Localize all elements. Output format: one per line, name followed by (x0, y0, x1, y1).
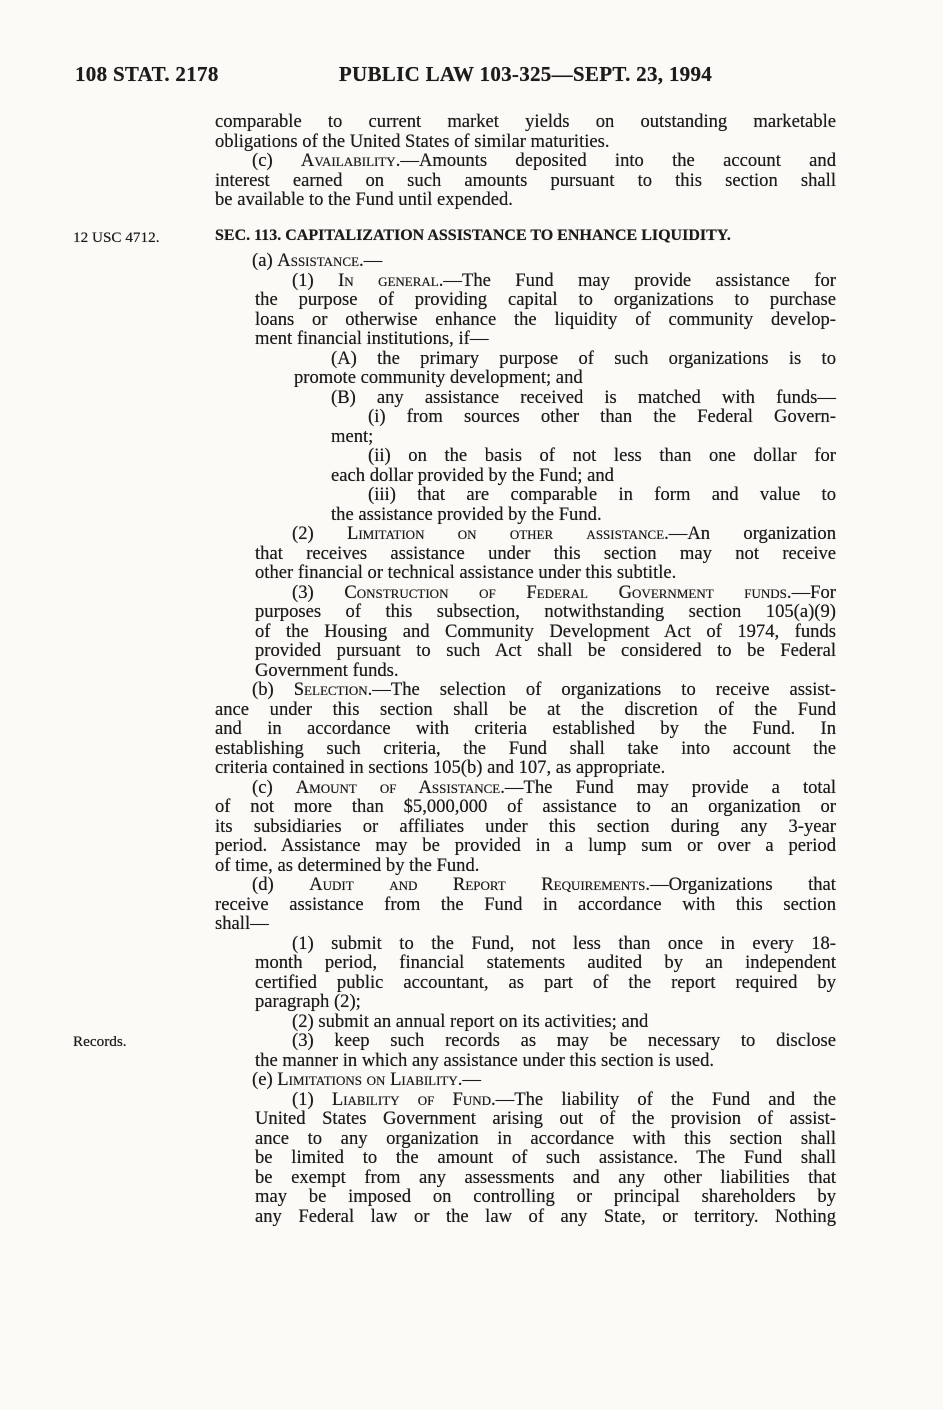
text-line (255, 661, 836, 681)
text-run: comparable to current market yields on outstanding marketable (215, 111, 836, 132)
small-caps-run: Availability (300, 150, 396, 171)
text-line (255, 1148, 836, 1168)
small-caps-run: Limitations on Liability (277, 1069, 458, 1090)
text-line (215, 226, 836, 246)
text-line (255, 310, 836, 330)
text-run: ment financial institutions, if— (255, 328, 489, 349)
subsection-c-availability (215, 151, 836, 210)
paragraph-a1-in-general (215, 271, 836, 349)
clause-iii (215, 485, 836, 524)
text-run: .—Organizations that (645, 874, 836, 895)
text-run: period. Assistance may be provided in a lump sum or over a period (215, 835, 836, 856)
text-run: (i) from sources other than the Federal Govern- (368, 406, 836, 427)
text-run: the purpose of providing capital to organizations to purchase (255, 289, 836, 310)
text-run: the assistance provided by the Fund. (331, 503, 602, 525)
text-line (215, 700, 836, 720)
paragraph-e1-liability (215, 1090, 836, 1227)
text-run: (ii) on the basis of not less than one dollar for (368, 445, 836, 466)
text-line (255, 1090, 836, 1110)
text-run: be exempt from any assessments and any other liabilities that (255, 1166, 836, 1188)
text-line (331, 446, 836, 466)
text-run: obligations of the United States of similar maturities. (215, 130, 610, 152)
text-line (215, 778, 836, 798)
text-line (294, 368, 836, 388)
paragraph-a3-construction (215, 583, 836, 681)
text-line (255, 1207, 836, 1227)
text-line (215, 171, 836, 191)
text-line (215, 797, 836, 817)
text-run: that receives assistance under this section may not receive (255, 542, 836, 564)
text-run: (a) (252, 250, 278, 271)
text-line (215, 895, 836, 915)
text-line (215, 132, 836, 152)
text-run: (1) (292, 269, 339, 291)
clause-ii (215, 446, 836, 485)
small-caps-run: Liability of Fund (331, 1088, 491, 1110)
text-run: .—The selection of organizations to receive assist- (367, 679, 836, 700)
text-run: (1) (292, 1088, 332, 1110)
running-head (215, 62, 836, 87)
text-line (215, 719, 836, 739)
text-run: (B) any assistance received is matched with funds— (331, 386, 836, 408)
text-run: be limited to the amount of such assistance. The Fund shall (255, 1147, 836, 1168)
text-line (331, 427, 836, 447)
text-line (215, 856, 836, 876)
text-run: criteria contained in sections 105(b) and 107, as appropriate. (215, 757, 666, 778)
paragraph-d3-records (215, 1031, 836, 1070)
margin-note: 12 USC 4712. (73, 229, 160, 246)
text-run: interest earned on such amounts pursuant to this section shall (215, 169, 836, 191)
text-line (215, 836, 836, 856)
continuation-paragraph (215, 112, 836, 151)
text-run: receive assistance from the Fund in accordance with this section (215, 893, 836, 915)
subsection-c-amount (215, 778, 836, 876)
text-line (331, 485, 836, 505)
subparagraph-A (215, 349, 836, 388)
small-caps-run: Selection (293, 679, 368, 700)
text-run: month period, financial statements audited by an independent (255, 952, 836, 973)
text-run: provided pursuant to such Act shall be considered to be Federal (255, 640, 836, 661)
text-run: loans or otherwise enhance the liquidity of community develop- (255, 308, 836, 330)
text-line (215, 112, 836, 132)
text-line (215, 875, 836, 895)
text-line (255, 1168, 836, 1188)
text-line (215, 190, 836, 210)
text-run: (1) submit to the Fund, not less than once in every 18- (292, 932, 836, 954)
text-run: (c) (252, 776, 296, 798)
text-line (255, 1031, 836, 1051)
text-line (215, 1070, 836, 1090)
subsection-a-assistance (215, 251, 836, 271)
text-run: each dollar provided by the Fund; and (331, 464, 614, 486)
text-line (255, 329, 836, 349)
margin-note: Records. (73, 1033, 127, 1050)
text-run: be available to the Fund until expended. (215, 189, 513, 210)
text-line (255, 1012, 836, 1032)
text-run: of the Housing and Community Development Act of 1974, funds (255, 620, 836, 642)
text-run: ance under this section shall be at the discretion of the Fund (215, 698, 836, 720)
text-run: may be imposed on controlling or principal shareholders by (255, 1186, 836, 1207)
body-column (215, 112, 836, 1226)
text-line (331, 505, 836, 525)
paragraph-d1-submit (215, 934, 836, 1012)
text-run: paragraph (2); (255, 991, 361, 1012)
text-line (215, 251, 836, 271)
text-line (255, 973, 836, 993)
text-run: Government funds. (255, 659, 399, 681)
text-run: certified public accountant, as part of the report required by (255, 971, 836, 993)
text-line (215, 680, 836, 700)
text-line (255, 1129, 836, 1149)
text-line (255, 544, 836, 564)
text-run: of not more than $5,000,000 of assistance to an organization or (215, 796, 836, 817)
text-run: (iii) that are comparable in form and value to (368, 484, 836, 505)
text-line (215, 817, 836, 837)
text-run: (e) (252, 1069, 278, 1090)
subsection-e-limitations (215, 1070, 836, 1090)
small-caps-run: Construction of Federal Government funds (344, 581, 787, 603)
small-caps-run: Limitation on other assistance (346, 523, 665, 544)
stat-page-number: 108 STAT. 2178 (75, 62, 219, 86)
text-run: its subsidiaries or affiliates under this section during any 3-year (215, 815, 836, 837)
paragraph-a2-limitation (215, 524, 836, 583)
text-line (255, 992, 836, 1012)
text-line (255, 1051, 836, 1071)
text-line (294, 388, 836, 408)
text-run: .— (457, 1069, 481, 1090)
text-line (255, 1109, 836, 1129)
text-line (255, 1187, 836, 1207)
text-run: .—An organization (664, 523, 836, 544)
text-run: ance to any organization in accordance with this section shall (255, 1127, 836, 1149)
text-run: and in accordance with criteria established by the Fund. In (215, 718, 836, 739)
text-run: the manner in which any assistance under this section is used. (255, 1049, 715, 1071)
text-run: .— (359, 250, 383, 271)
text-run: (2) (292, 523, 347, 544)
text-line (255, 953, 836, 973)
text-run: .—Amounts deposited into the account and (395, 150, 836, 171)
text-line (215, 758, 836, 778)
text-run: .—The liability of the Fund and the (491, 1088, 836, 1110)
text-run: (A) the primary purpose of such organizations is to (331, 347, 836, 369)
text-run: establishing such criteria, the Fund shall take into account the (215, 737, 836, 759)
text-line (255, 563, 836, 583)
small-caps-run: Audit and Report Requirements (309, 874, 646, 895)
clause-i (215, 407, 836, 446)
text-line (255, 583, 836, 603)
text-line (294, 349, 836, 369)
text-run: of time, as determined by the Fund. (215, 854, 480, 876)
section-113-heading (215, 226, 836, 246)
small-caps-run: Amount of Assistance (295, 776, 501, 798)
text-run: shall— (215, 913, 269, 934)
text-line (215, 739, 836, 759)
text-run: (c) (252, 150, 301, 171)
text-line (331, 466, 836, 486)
text-line (255, 524, 836, 544)
text-run: .—The Fund may provide a total (500, 776, 836, 798)
small-caps-run: In general (338, 269, 439, 291)
text-line (255, 271, 836, 291)
text-run: .—The Fund may provide assistance for (438, 269, 836, 291)
text-line (331, 407, 836, 427)
text-line (255, 641, 836, 661)
text-run: (2) submit an annual report on its activities; and (292, 1010, 649, 1032)
text-line (215, 914, 836, 934)
text-line (215, 151, 836, 171)
text-run: (3) (292, 581, 345, 603)
text-run: .—For (786, 581, 836, 603)
subsection-b-selection (215, 680, 836, 778)
text-run: (d) (252, 874, 310, 895)
text-line (255, 934, 836, 954)
subsection-d-audit (215, 875, 836, 934)
text-line (255, 622, 836, 642)
small-caps-run: Assistance (277, 250, 360, 271)
text-line (255, 290, 836, 310)
text-run: other financial or technical assistance under this subtitle. (255, 562, 677, 583)
text-run: (3) keep such records as may be necessary to disclose (292, 1030, 836, 1051)
text-run: any Federal law or the law of any State, or territory. Nothing (255, 1205, 836, 1227)
text-run: purposes of this subsection, notwithstanding section 105(a)(9) (255, 601, 836, 622)
paragraph-d2-annual-report (215, 1012, 836, 1032)
text-run: (b) (252, 679, 294, 700)
text-run: SEC. 113. CAPITALIZATION ASSISTANCE TO ENHANCE LIQUIDITY. (215, 226, 731, 244)
text-run: ment; (331, 425, 374, 447)
text-run: promote community development; and (294, 367, 583, 388)
subparagraph-B (215, 388, 836, 408)
law-title: PUBLIC LAW 103-325—SEPT. 23, 1994 (338, 62, 713, 86)
text-line (255, 602, 836, 622)
text-run: United States Government arising out of the provision of assist- (255, 1108, 836, 1129)
